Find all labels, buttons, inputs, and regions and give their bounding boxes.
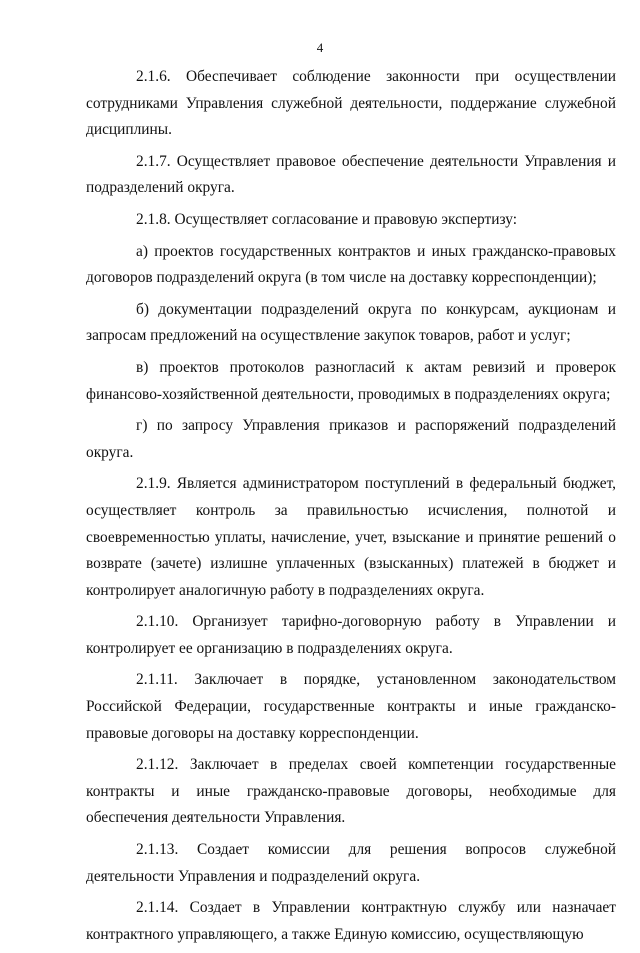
paragraph-2-1-12: 2.1.12. Заключает в пределах своей компетенции государственные контракты и иные гражданско-правовые договоры, необходимые для обеспечения деятельности Управления.	[86, 756, 616, 827]
paragraph-2-1-8: 2.1.8. Осуществляет согласование и правовую экспертизу:	[136, 210, 517, 228]
paragraph-2-1-11: 2.1.11. Заключает в порядке, установленном законодательством Российской Федерации, государственные контракты и иные гражданско-правовые договоры на доставку корреспонденции.	[86, 671, 616, 742]
document-body	[86, 64, 616, 953]
paragraph-2-1-7: 2.1.7. Осуществляет правовое обеспечение деятельности Управления и подразделений округа.	[86, 152, 616, 197]
paragraph-2-1-6: 2.1.6. Обеспечивает соблюдение законности при осуществлении сотрудниками Управления служебной деятельности, поддержание служебной дисциплины.	[86, 68, 616, 139]
page-number: 4	[316, 40, 324, 55]
paragraph-2-1-13: 2.1.13. Создает комиссии для решения вопросов служебной деятельности Управления и подразделений округа.	[86, 841, 616, 885]
paragraph-2-1-10: 2.1.10. Организует тарифно-договорную работу в Управлении и контролирует ее организацию в подразделениях округа.	[86, 613, 616, 657]
paragraph-2-1-9: 2.1.9. Является администратором поступлений в федеральный бюджет, осуществляет контроль за правильностью исчисления, полнотой и своевременностью уплаты, начисление, учет, взыскание и принятие решений о возврате (зачете) излишне уплаченных (взысканных) платежей в бюджет и контролирует аналогичную работу в подразделениях округа.	[86, 475, 616, 599]
list-item-b: б) документации подразделений округа по конкурсам, аукционам и запросам предложений на осуществление закупок товаров, работ и услуг;	[86, 300, 616, 345]
list-item-v: в) проектов протоколов разногласий к актам ревизий и проверок финансово-хозяйственной деятельности, проводимых в подразделениях округа;	[86, 358, 616, 403]
paragraph-2-1-14: 2.1.14. Создает в Управлении контрактную службу или назначает контрактного управляющего, а также Единую комиссию, осуществляющую	[86, 899, 616, 943]
list-item-g: г) по запросу Управления приказов и распоряжений подразделений округа.	[86, 417, 616, 461]
list-item-a: а) проектов государственных контрактов и иных гражданско-правовых договоров подразделений округа (в том числе на доставку корреспонденции);	[86, 242, 616, 287]
